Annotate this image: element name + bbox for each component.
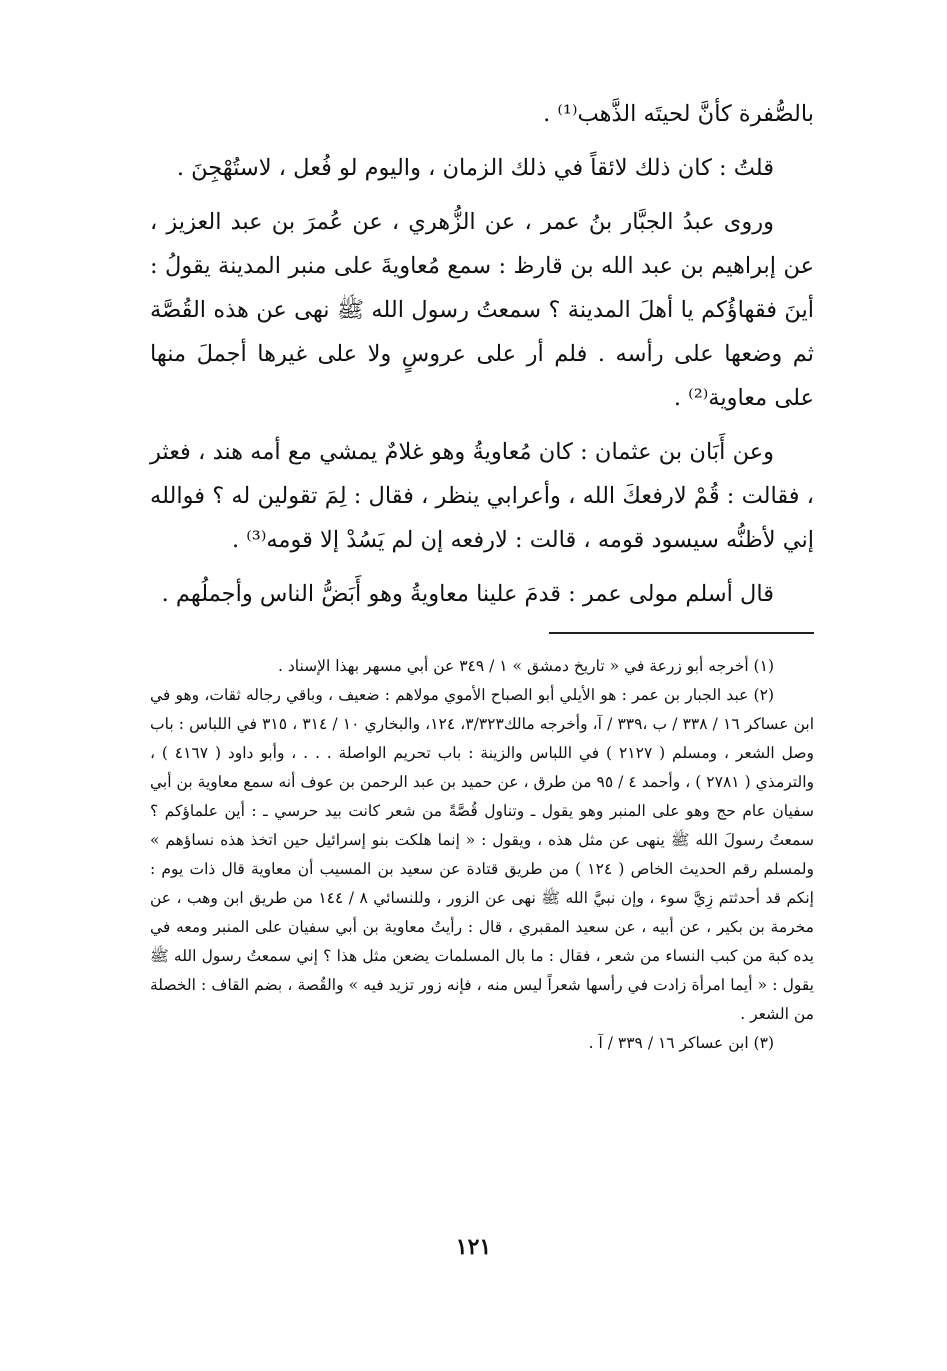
book-page (150, 92, 814, 1058)
paragraph: وروى عبدُ الجبَّار بنُ عمر ، عن الزُّهري ، عن عُمرَ بن عبد العزيز ، عن إبراهيم بن عبد الله بن قارظ : سمع مُعاويةَ على منبر المدينة يقولُ : أينَ فقهاؤُكم يا أهلَ المدينة ؟ سمعتُ رسول الله ﷺ نهى عن هذه القُصَّة ثم وضعها على رأسه . فلم أر على عروسٍ ولا على غيرها أجملَ منها على معاوية⁽²⁾ . (150, 209, 814, 411)
footnote-3: (٣) ابن عساكر ١٦ / ٣٣٩ / آ . (588, 1034, 774, 1052)
main-text (150, 92, 814, 616)
paragraph: قلتُ : كان ذلك لائقاً في ذلك الزمان ، واليوم لو فُعل ، لاستُهْجِنَ . (176, 155, 774, 181)
footnote-2: (٢) عبد الجبار بن عمر : هو الأيلي أبو الصباح الأموي مولاهم : ضعيف ، وباقي رجاله ثقات، وهو في ابن عساكر ١٦ / ٣٣٨ / ب ،٣٣٩ / آ، وأخرجه مالك٣/٣٢٣، ١٢٤، والبخاري ١٠ / ٣١٤ ، ٣١٥ في اللباس : باب وصل الشعر ، ومسلم ( ٢١٢٧ ) في اللباس والزينة : باب تحريم الواصلة . . . ، وأبو داود ( ٤١٦٧ ) ، والترمذي ( ٢٧٨١ ) ، وأحمد ٤ / ٩٥ من طرق ، عن حميد بن عبد الرحمن بن عوف أنه سمع معاوية بن أبي سفيان عام حج وهو على المنبر وهو يقول ـ وتناول قُصَّةً من شعر كانت بيد حرسي ـ : أين علماؤكم ؟ سمعتُ رسولَ الله ﷺ ينهى عن مثل هذه ، ويقول : « إنما هلكت بنو إسرائيل حين اتخذ هذه نساؤهم » ولمسلم رقم الحديث الخاص ( ١٢٤ ) من طريق قتادة عن سعيد بن المسيب أن معاوية قال ذات يوم : إنكم قد أحدثتم زِيَّ سوء ، وإن نبيَّ الله ﷺ نهى عن الزور ، وللنسائي ٨ / ١٤٤ من طريق ابن وهب ، عن مخرمة بن بكير ، عن أبيه ، عن سعيد المقبري ، قال : رأيتُ معاوية بن أبي سفيان على المنبر ومعه في يده كبة من كبب النساء من شعر ، فقال : ما بال المسلمات يضعن مثل هذا ؟ إني سمعتُ رسول الله ﷺ يقول : « أيما امرأة زادت في رأسها شعراً ليس منه ، فإنه زور تزيد فيه » والقُصة ، بضم القاف : الخصلة من الشعر . (150, 686, 815, 1023)
continuation-line: بالصُّفرة كأنَّ لحيتَه الذَّهب⁽¹⁾ . (543, 101, 814, 127)
page-number: ١٢١ (455, 1234, 492, 1260)
footnotes (150, 652, 814, 1058)
paragraph: قال أسلم مولى عمر : قدمَ علينا معاويةُ وهو أَبَضُّ الناس وأجملُهم . (161, 581, 774, 607)
footnote-1: (١) أخرجه أبو زرعة في « تاريخ دمشق » ١ / ٣٤٩ عن أبي مسهر بهذا الإسناد . (277, 657, 774, 675)
paragraph: وعن أَبَان بن عثمان : كان مُعاويةُ وهو غلامٌ يمشي مع أمه هند ، فعثر ، فقالت : قُمْ لارفعكَ الله ، وأعرابي ينظر ، فقال : لِمَ تقولين له ؟ فوالله إني لأظنُّه سيسود قومه ، قالت : لارفعه إن لم يَسُدْ إلا قومه⁽³⁾ . (150, 439, 814, 553)
footnote-divider (549, 632, 814, 634)
